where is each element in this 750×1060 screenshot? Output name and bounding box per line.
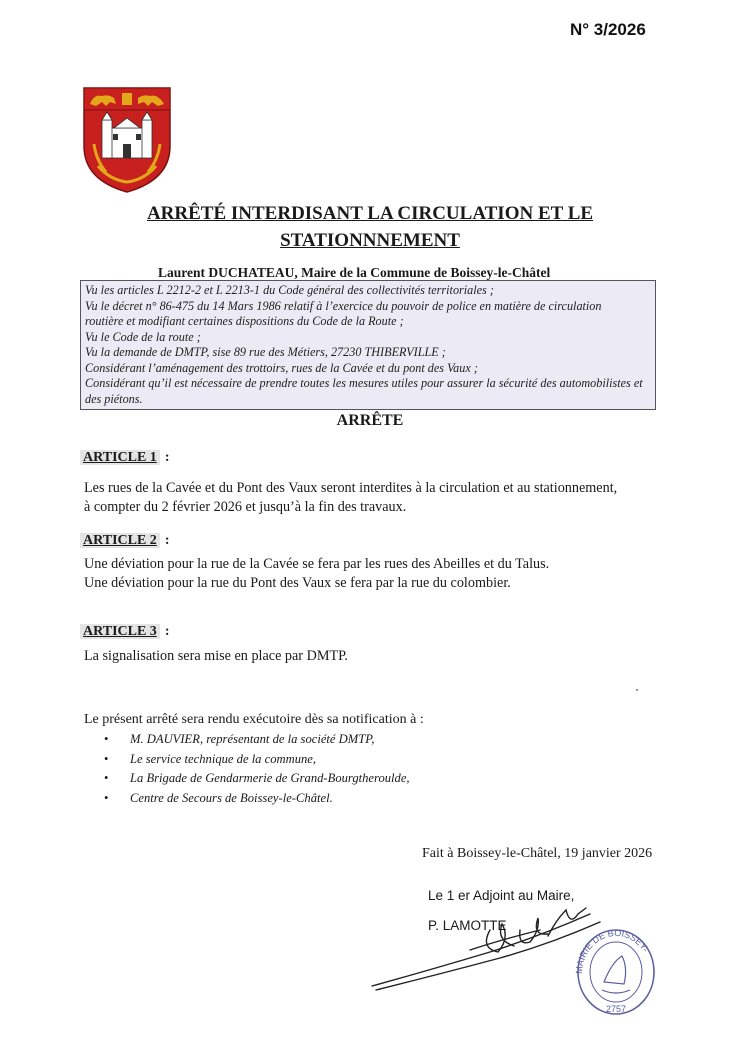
bullet-icon: • xyxy=(104,771,109,785)
svg-text:MAIRIE DE BOISSEY- xyxy=(574,928,651,974)
preamble-line: Vu la demande de DMTP, sise 89 rue des Métiers, 27230 THIBERVILLE ; xyxy=(85,345,446,359)
article-1-heading xyxy=(80,446,170,466)
article-1-colon: : xyxy=(164,450,170,465)
article-1-label: ARTICLE 1 xyxy=(80,450,160,465)
arrete-heading: ARRÊTE xyxy=(336,412,404,429)
list-item xyxy=(104,730,410,750)
notification-intro: Le présent arrêté sera rendu exécutoire dès sa notification à : xyxy=(84,712,424,727)
bullet-icon: • xyxy=(104,790,109,805)
scan-speck xyxy=(636,689,638,691)
bullet-icon: • xyxy=(104,751,109,766)
article-2-heading xyxy=(80,529,170,549)
article-2-line: Une déviation pour la rue du Pont des Vaux se fera par la rue du colombier. xyxy=(84,575,511,591)
distribution-list xyxy=(104,730,410,808)
article-2-colon: : xyxy=(164,533,170,548)
done-at-line: Fait à Boissey-le-Châtel, 19 janvier 2026 xyxy=(422,846,653,861)
signatory-name: P. LAMOTTE xyxy=(428,918,507,933)
article-1-body xyxy=(84,479,617,517)
preamble-line: Vu le décret n° 86-475 du 14 Mars 1986 relatif à l’exercice du pouvoir de police en matière de circulation xyxy=(85,298,602,313)
mairie-stamp-icon xyxy=(572,922,656,1018)
preamble-line: Vu le Code de la route ; xyxy=(85,329,201,344)
preamble-box xyxy=(80,280,656,410)
preamble-line: des piétons. xyxy=(85,391,143,406)
list-item-text: M. DAUVIER, représentant de la société DMTP, xyxy=(130,732,375,746)
article-3-colon: : xyxy=(164,624,170,639)
stamp-text-bottom: 2757 xyxy=(606,1004,627,1014)
article-1-line: Les rues de la Cavée et du Pont des Vaux seront interdites à la circulation et au stationnement, xyxy=(84,480,618,496)
article-2-label: ARTICLE 2 xyxy=(80,533,160,548)
preamble-line: Vu les articles L 2212-2 et L 2213-1 du Code général des collectivités territoriales ; xyxy=(85,283,494,297)
preamble-line: Considérant qu’il est nécessaire de prendre toutes les mesures utiles pour assurer la sécurité des automobilistes et xyxy=(85,376,643,390)
list-item-text: La Brigade de Gendarmerie de Grand-Bourgtheroulde, xyxy=(130,771,410,785)
title-line-1: ARRÊTÉ INTERDISANT LA CIRCULATION ET LE xyxy=(146,203,594,224)
list-item xyxy=(104,750,410,770)
list-item xyxy=(104,789,410,809)
stamp-text-top: MAIRIE DE BOISSEY- xyxy=(573,927,651,975)
signatory-title: Le 1 er Adjoint au Maire, xyxy=(428,888,575,903)
list-item xyxy=(104,769,410,789)
document-number: N° 3/2026 xyxy=(570,20,646,39)
article-1-line: à compter du 2 février 2026 et jusqu’à la fin des travaux. xyxy=(84,499,407,515)
article-2-line: Une déviation pour la rue de la Cavée se fera par les rues des Abeilles et du Talus. xyxy=(84,556,550,572)
article-3-line: La signalisation sera mise en place par DMTP. xyxy=(84,648,348,664)
preamble-line: Considérant l’aménagement des trottoirs, rues de la Cavée et du pont des Vaux ; xyxy=(85,360,478,375)
article-3-heading xyxy=(80,620,170,640)
list-item-text: Le service technique de la commune, xyxy=(130,751,317,766)
bullet-icon: • xyxy=(104,732,109,746)
article-3-label: ARTICLE 3 xyxy=(80,624,160,639)
title-line-2: STATIONNNEMENT xyxy=(280,230,460,251)
mayor-line: Laurent DUCHATEAU, Maire de la Commune de Boissey-le-Châtel xyxy=(158,265,551,280)
article-3-body xyxy=(84,647,348,666)
coat-of-arms-icon xyxy=(80,84,174,194)
list-item-text: Centre de Secours de Boissey-le-Châtel. xyxy=(130,790,333,805)
article-2-body xyxy=(84,555,549,593)
preamble-line: routière et modifiant certaines dispositions du Code de la Route ; xyxy=(85,314,404,328)
